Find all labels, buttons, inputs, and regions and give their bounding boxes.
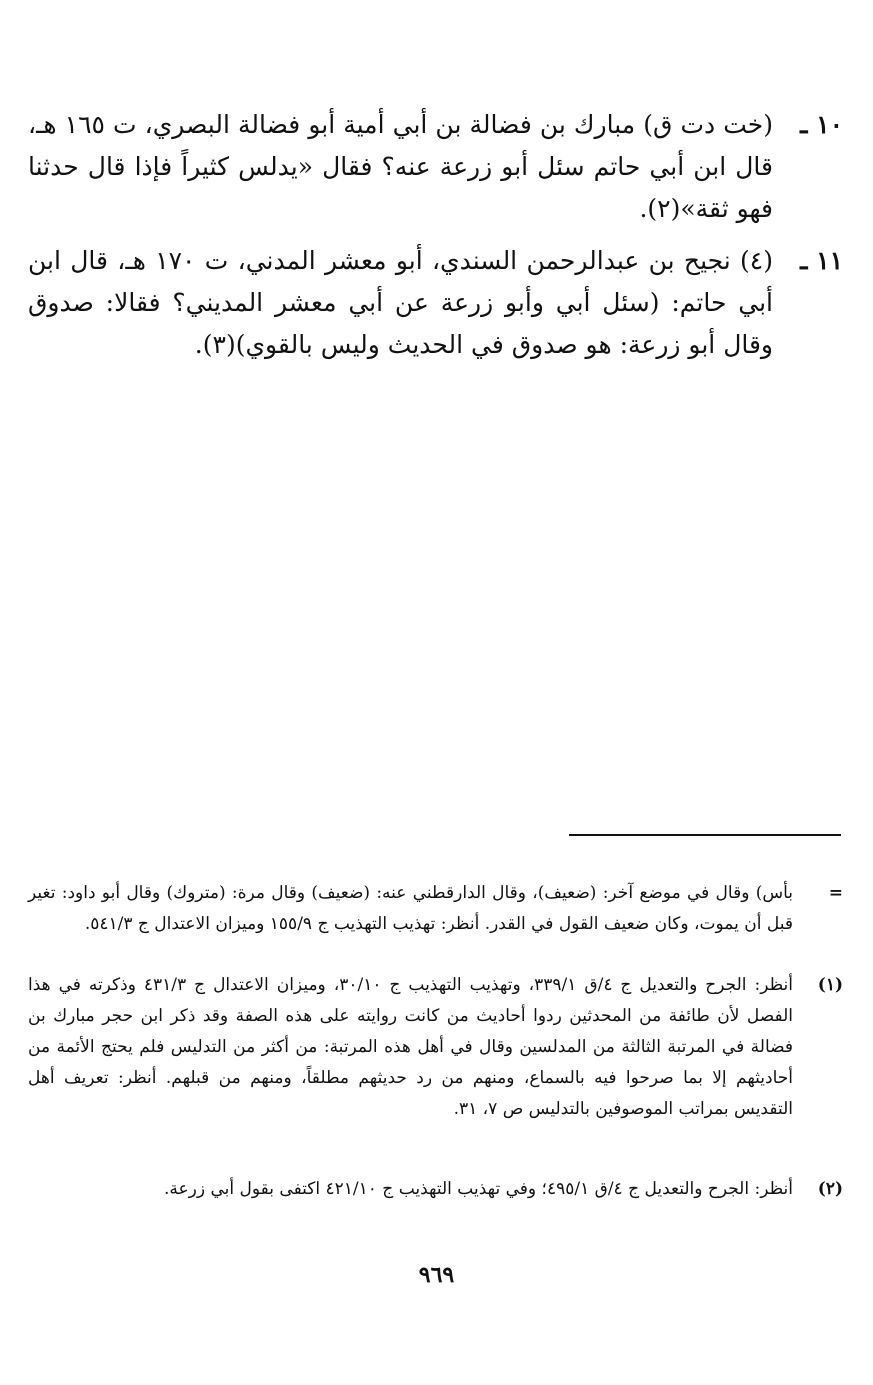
entry-11 bbox=[28, 240, 843, 366]
footnote-2 bbox=[28, 1174, 843, 1205]
page-number: ٩٦٩ bbox=[418, 1262, 455, 1288]
entry-text: (خت دت ق) مبارك بن فضالة بن أبي أمية أبو فضالة البصري، ت ١٦٥ هـ، قال ابن أبي حاتم سئل أبو زرعة عنه؟ فقال «يدلس كثيراً فإذا قال حدثنا فهو ثقة»(٢). bbox=[28, 110, 773, 223]
footnote-1 bbox=[28, 970, 843, 1125]
footnote-text: أنظر: الجرح والتعديل ج ٤/ق ٣٣٩/١، وتهذيب التهذيب ج ٣٠/١٠، وميزان الاعتدال ج ٤٣١/٣ وذكرته في هذا الفصل لأن طائفة من المحدثين ردوا أحاديث من كانت روايته على هذه الصفة وقد ذكر ابن حجر مبارك بن فضالة في المرتبة الثالثة من المدلسين وقال في أهل هذه المرتبة: من أكثر من التدليس فلم يحتج الأئمة من أحاديثهم إلا بما صرحوا فيه بالسماع، ومنهم من رد حديثهم مطلقاً، ومنهم من قبلهم. أنظر: تعريف أهل التقديس بمراتب الموصوفين بالتدليس ص ٧، ٣١. bbox=[28, 975, 793, 1119]
entry-text: (٤) نجيح بن عبدالرحمن السندي، أبو معشر المدني، ت ١٧٠ هـ، قال ابن أبي حاتم: (سئل أبي وأبو زرعة عن أبي معشر المديني؟ فقالا: صدوق وقال أبو زرعة: هو صدوق في الحديث وليس بالقوي)(٣). bbox=[28, 246, 773, 359]
footnote-continuation bbox=[28, 878, 843, 940]
entry-10 bbox=[28, 104, 843, 230]
footnote-separator bbox=[569, 834, 841, 836]
footnote-marker: (٢) bbox=[817, 1179, 843, 1199]
footnote-marker: (١) bbox=[817, 975, 843, 995]
footnote-marker: = bbox=[828, 883, 843, 903]
footnote-text: أنظر: الجرح والتعديل ج ٤/ق ٤٩٥/١؛ وفي تهذيب التهذيب ج ٤٢١/١٠ اكتفى بقول أبي زرعة. bbox=[164, 1179, 793, 1199]
entry-number: ١٠ ـ bbox=[800, 110, 843, 139]
entry-number: ١١ ـ bbox=[800, 246, 843, 275]
footnote-text: بأس) وقال في موضع آخر: (ضعيف)، وقال الدارقطني عنه: (ضعيف) وقال مرة: (متروك) وقال أبو داود: تغير قبل أن يموت، وكان ضعيف القول في القدر. أنظر: تهذيب التهذيب ج ١٥٥/٩ وميزان الاعتدال ج ٥٤١/٣. bbox=[28, 883, 793, 934]
